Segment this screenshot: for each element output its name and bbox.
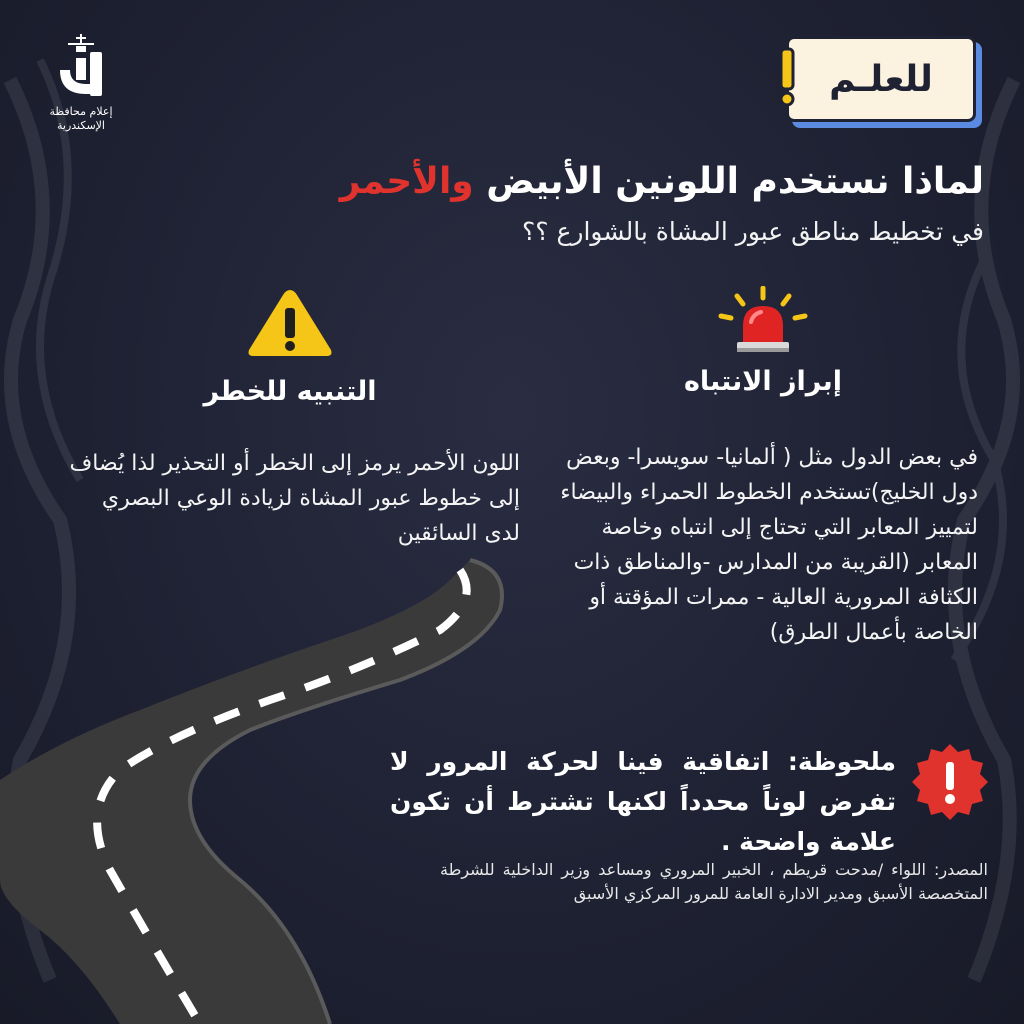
topic-badge <box>786 36 976 122</box>
note <box>390 742 990 862</box>
source-citation: المصدر: اللواء /مدحت قريطم ، الخبير المروري ومساعد وزير الداخلية للشرطة المتخصصة الأسبق ومدير الادارة العامة للمرور المركزي الأسبق <box>440 860 988 903</box>
attention-body: في بعض الدول مثل ( ألمانيا- سويسرا- وبعض دول الخليج)تستخدم الخطوط الحمراء والبيضاء لتمييز المعابر التي تحتاج إلى انتباه وخاصة المعابر (القريبة من المدارس -والمناطق ذات الكثافة المرورية العالية - ممرات المؤقتة أو الخاصة بأعمال الطرق) <box>560 445 978 645</box>
attention-heading: إبراز الانتباه <box>683 366 842 397</box>
warning-triangle-icon <box>245 286 335 358</box>
page-title <box>84 158 984 206</box>
title-highlight: والأحمر <box>339 161 474 202</box>
logo <box>36 30 126 130</box>
danger-body: اللون الأحمر يرمز إلى الخطر أو التحذير لذا يُضاف إلى خطوط عبور المشاة لزيادة الوعي البصري لدى السائقين <box>69 451 520 546</box>
badge-label: للعلـم <box>829 58 933 100</box>
danger-section <box>60 286 520 551</box>
exclamation-icon <box>775 45 799 109</box>
logo-line-2: الإسكندرية <box>57 119 105 132</box>
title-main: لماذا نستخدم اللونين الأبيض <box>486 161 984 202</box>
attention-section <box>548 286 978 650</box>
note-text: ملحوظة: اتفاقية فينا لحركة المرور لا تفرض لوناً محدداً لكنها تشترط أن تكون علامة واضحة . <box>390 747 896 856</box>
siren-icon <box>715 286 811 358</box>
logo-mark-icon <box>46 30 116 100</box>
logo-line-1: إعلام محافظة <box>49 105 113 118</box>
danger-heading: التنبيه للخطر <box>203 376 377 407</box>
exclamation-badge-icon <box>910 742 990 822</box>
page-subtitle: في تخطيط مناطق عبور المشاة بالشوارع ؟؟ <box>521 217 984 246</box>
